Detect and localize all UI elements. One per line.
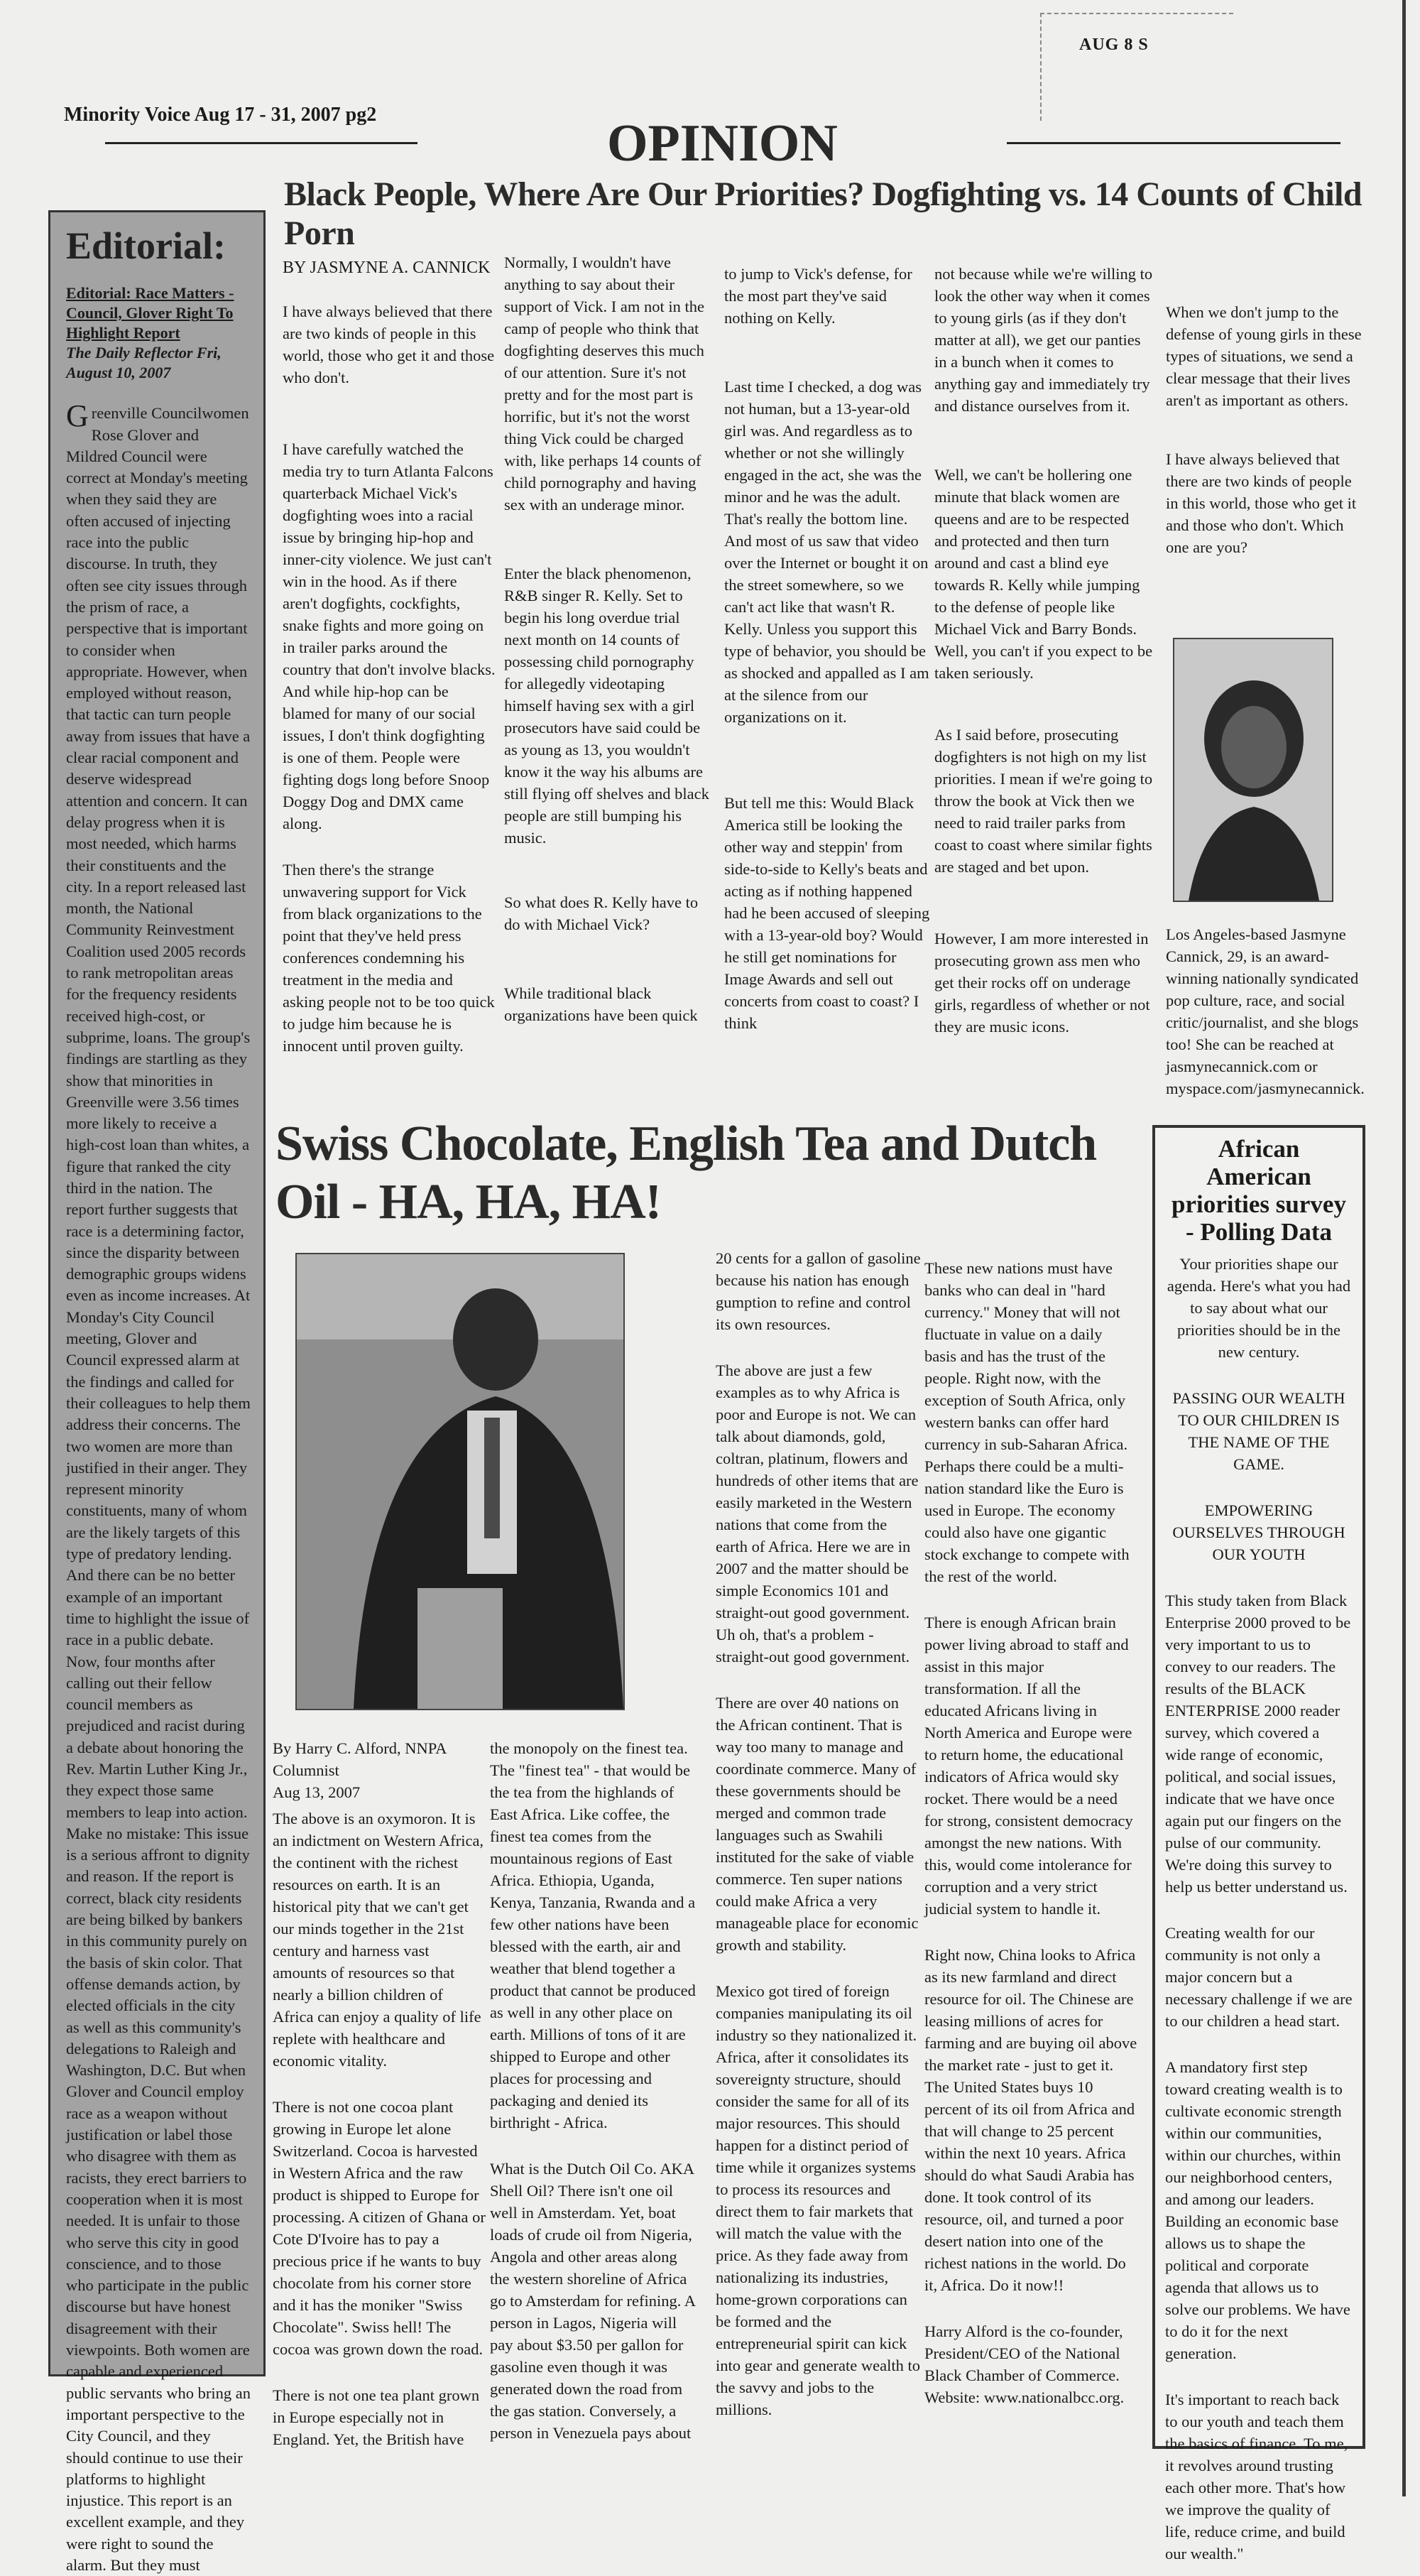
paragraph: But tell me this: Would Black America still be looking the other way and steppin' from side-to-side to Kelly's beats and acting as if nothing happened had he been accused of sleeping with a 13-year-old boy? Would he still get nominations for Image Awards and sell out concerts from coast to coast? I think	[724, 794, 930, 1032]
paragraph: There is enough African brain power living abroad to staff and assist in this major transformation. If all the educated Africans living in North America and Europe were to return home, the educational indicators of Africa would sky rocket. There would be a need for strong, consistent democracy amongst the new nations. With this, would come intolerance for corruption and a very strict judicial system to handle it.	[924, 1614, 1133, 1918]
dateline: Aug 13, 2007	[273, 1783, 361, 1801]
headline-line-2: Oil - HA, HA, HA!	[275, 1175, 661, 1229]
received-stamp-frame	[1040, 13, 1233, 121]
paragraph: Right now, China looks to Africa as its new farmland and direct resource for oil. The Chinese are leasing millions of acres for farming and are buying oil above the market rate - just to get it. The United States buys 10 percent of its oil from Africa and that will change to 25 percent within the next 10 years. Africa should do what Saudi Arabia has done. It took control of its resource, oil, and turned a poor desert nation into one of the richest nations in the world. Do it, Africa. Do it now!!	[924, 1946, 1137, 2294]
article2-column-3	[716, 1247, 922, 2445]
article2-headline	[275, 1115, 1127, 1232]
poll-intro: Your priorities shape our agenda. Here's what you had to say about what our priorities should be in the new century.	[1167, 1255, 1351, 1361]
article1-column-2	[504, 251, 710, 1050]
section-title: OPINION	[607, 114, 838, 173]
article1-column-1	[283, 257, 496, 1081]
editorial-sidebar	[48, 210, 266, 2574]
paragraph: While traditional black organizations have been quick	[504, 984, 698, 1024]
paragraph: the monopoly on the finest tea. The "finest tea" - that would be the tea from the highlands of East Africa. Like coffee, the finest tea comes from the mountainous regions of East Africa. Ethiopia, Uganda, Kenya, Tanzania, Rwanda and a few other nations have been blessed with the earth, air and weather that blend together a product that cannot be produced as well in any other place on earth. Millions of tons of it are shipped to Europe and other places for processing and packaging and denied its birthright - Africa.	[490, 1739, 696, 2131]
header-rule-right	[1007, 142, 1340, 144]
article2-column-2	[490, 1737, 696, 2468]
polling-data-box	[1152, 1125, 1365, 2563]
paragraph: Then there's the strange unwavering support for Vick from black organizations to the point that they've held press conferences condemning his treatment in the media and asking people not to be too quick to judge him because he is innocent until proven guilty.	[283, 861, 495, 1055]
paragraph: Creating wealth for our community is not only a major concern but a necessary challenge if we are to our children a head start.	[1165, 1924, 1353, 2030]
article2-column-1	[273, 1737, 486, 2474]
byline: BY JASMYNE A. CANNICK	[283, 259, 491, 277]
article1-column-4	[934, 263, 1154, 1062]
drop-cap: G	[66, 398, 89, 434]
headline-line-1: Swiss Chocolate, English Tea and Dutch	[275, 1116, 1097, 1171]
poll-heading-wealth: PASSING OUR WEALTH TO OUR CHILDREN IS THE NAME OF THE GAME.	[1172, 1389, 1345, 1473]
editorial-text: reenville Councilwomen Rose Glover and Mildred Council were correct at Monday's meeting when they said they are often accused of injecting race into the public discourse. In truth, they often see city issues through the prism of race, a perspective that is important to consider when appropriate. However, when employed without reason, that tactic can turn people away from issues that have a clear racial component and deserve widespread attention and concern. It can delay progress when it is most needed, which harms their constituents and the city. In a report released last month, the National Community Reinvestment Coalition used 2005 records to rank metropolitan areas for the frequency residents received high-cost, or subprime, loans. The group's findings are startling as they show that minorities in Greenville were 3.56 times more likely to receive a high-cost loan than whites, a figure that ranked the city third in the nation. The report further suggests that race is a determining factor, since the disparity between demographic groups widens even as income increases. At Monday's City Council meeting, Glover and Council expressed alarm at the findings and called for their colleagues to help them address their concerns. The two women are more than justified in their anger. They represent minority constituents, many of whom are the likely targets of this type of predatory lending. And there can be no better example of an important time to highlight the issue of race in a public debate. Now, four months after calling out their fellow council members as prejudiced and racist during a debate about honoring the Rev. Martin Luther King Jr., they expect those same members to leap into action. Make no mistake: This issue is a serious affront to dignity and reason. If the report is correct, black city residents are being bilked by bankers in this community purely on the basis of skin color. That offense demands action, by elected officials in the city as well as this community's delegations to Raleigh and Washington, D.C. But when Glover and Council employ race as a weapon without justification or label those who disagree with them as racists, they erect barriers to cooperation when it is most needed. It is unfair to those who serve this city in good conscience, and to those who participate in the public discourse but have honest disagreement with their viewpoints. Both women are capable and experienced public servants who bring an important perspective to the City Council, and they should continue to use their platforms to highlight injustice. This report is an excellent example, and they were right to sound the alarm. But they must	[66, 404, 251, 2574]
paragraph: Well, we can't be hollering one minute that black women are queens and are to be respected and protected and then turn around and cast a blind eye towards R. Kelly while jumping to the defense of people like Michael Vick and Barry Bonds. Well, you can't if you expect to be taken seriously.	[934, 466, 1153, 682]
article1-column-3	[724, 263, 930, 1058]
paragraph: There are over 40 nations on the African continent. That is way too many to manage and coordinate commerce. Many of these governments should be merged and common trade languages such as Swahili instituted for the sake of viable commerce. Ten super nations could make Africa a very manageable place for economic growth and stability.	[716, 1694, 919, 1954]
paragraph: This study taken from Black Enterprise 2000 proved to be very important to us to convey to our readers. The results of the BLACK ENTERPRISE 2000 reader survey, which covered a wide range of economic, political, and social issues, indicate that we have once again put our fingers on the pulse of our community. We're doing this survey to help us better understand us.	[1165, 1592, 1351, 1896]
article2-column-4	[924, 1257, 1137, 2433]
byline: By Harry C. Alford, NNPA Columnist	[273, 1739, 447, 1779]
poll-title: African American priorities survey - Polling Data	[1172, 1135, 1346, 1246]
paragraph: Normally, I wouldn't have anything to say about their support of Vick. I am not in the camp of people who think that dogfighting deserves this much of our attention. Sure it's not pretty and for the most part is horrific, but it's not the worst thing Vick could be charged with, like perhaps 14 counts of child pornography and having sex with an underage minor.	[504, 254, 704, 513]
paragraph: As I said before, prosecuting dogfighters is not high on my list priorities. I mean if we're going to throw the book at Vick then we need to raid trailer parks from coast to coast where similar fights are staged and bet upon.	[934, 726, 1153, 876]
newspaper-folio: Minority Voice Aug 17 - 31, 2007 pg2	[64, 104, 377, 126]
editorial-body	[66, 398, 251, 2576]
columnist-photo	[295, 1253, 625, 1710]
paragraph: What is the Dutch Oil Co. AKA Shell Oil? There isn't one oil well in Amsterdam. Yet, boat loads of crude oil from Nigeria, Angola and other areas along the western shoreline of Africa go to Amsterdam for refining. A person in Lagos, Nigeria will pay about $3.50 per gallon for gasoline even though it was generated down the road from the gas station. Conversely, a person in Venezuela pays about	[490, 2160, 695, 2442]
paragraph: The above are just a few examples as to why Africa is poor and Europe is not. We can talk about diamonds, gold, coltran, platinum, flowers and hundreds of other items that are easily marketed in the Western nations that come from the earth of Africa. Here we are in 2007 and the matter should be simple Economics 101 and straight-out good government. Uh oh, that's a problem - straight-out good government.	[716, 1362, 919, 1665]
paragraph: When we don't jump to the defense of young girls in these types of situations, we send a clear message that their lives aren't as important as others.	[1166, 303, 1362, 409]
author-photo	[1173, 638, 1333, 902]
paragraph: So what does R. Kelly have to do with Michael Vick?	[504, 893, 699, 933]
paragraph: Harry Alford is the co-founder, President/CEO of the National Black Chamber of Commerce. Website: www.nationalbcc.org.	[924, 2322, 1125, 2406]
paragraph: However, I am more interested in prosecuting grown ass men who get their rocks off on underage girls, regardless of whether or not they are music icons.	[934, 930, 1150, 1036]
editorial-kicker: Editorial: Race Matters - Council, Glover Right To Highlight Report	[66, 284, 234, 342]
paragraph: The above is an oxymoron. It is an indictment on Western Africa, the continent with the richest resources on earth. It is an historical pity that we can't get our minds together in the 21st century and harness vast amounts of resources so that nearly a billion children of Africa can enjoy a quality of life replete with healthcare and economic vitality.	[273, 1810, 484, 2070]
paragraph: Mexico got tired of foreign companies manipulating its oil industry so they nationalized it. Africa, after it consolidates its sovereignty structure, should consider the same for all of its major resources. This should happen for a distinct period of time while it organizes systems to process its resources and direct them to fair markets that will match the value with the price. As they fade away from nationalizing its industries, home-grown corporations can be formed and the entrepreneurial spirit can kick into gear and generate wealth to the savvy and jobs to the millions.	[716, 1982, 920, 2418]
columnist-illustration	[297, 1254, 623, 1709]
received-stamp: AUG 8 S	[1079, 36, 1149, 54]
article-headline: Black People, Where Are Our Priorities? Dogfighting vs. 14 Counts of Child Porn	[284, 175, 1362, 252]
paragraph: A mandatory first step toward creating wealth is to cultivate economic strength within our communities, within our churches, within our neighborhood centers, and among our leaders. Building an economic base allows us to shape the political and corporate agenda that allows us to solve our problems. We have to do it for the next generation.	[1165, 2058, 1350, 2362]
poll-heading-youth: EMPOWERING OURSELVES THROUGH OUR YOUTH	[1172, 1501, 1345, 1563]
paragraph: It's important to reach back to our youth and teach them the basics of finance. To me, it revolves around trusting each other more. That's how we improve the quality of life, reduce crime, and build our wealth."	[1165, 2391, 1348, 2563]
portrait-illustration	[1174, 639, 1332, 901]
paragraph: These new nations must have banks who can deal in "hard currency." Money that will not fluctuate in value on a daily basis and has the trust of the people. Right now, with the exception of South Africa, only western banks can offer hard currency in sub-Saharan Africa. Perhaps there could be a multi-nation standard like the Euro is used in Europe. The economy could also have one gigantic stock exchange to compete with the rest of the world.	[924, 1259, 1130, 1585]
article1-column-5	[1166, 301, 1365, 582]
page-edge	[1402, 0, 1406, 2496]
paragraph: 20 cents for a gallon of gasoline because his nation has enough gumption to refine and control its own resources.	[716, 1249, 921, 1333]
paragraph: There is not one tea plant grown in Europe especially not in England. Yet, the British have	[273, 2386, 480, 2448]
paragraph: Last time I checked, a dog was not human, but a 13-year-old girl was. And regardless as to whether or not she willingly engaged in the act, she was the minor and he was the adult. That's really the bottom line. And most of us saw that video over the Internet or bought it on the street somewhere, so we can't act like that wasn't R. Kelly. Unless you support this type of behavior, you should be as shocked and appalled as I am at the silence from our organizations on it.	[724, 378, 929, 726]
paragraph: I have carefully watched the media try to turn Atlanta Falcons quarterback Michael Vick's dogfighting woes into a racial issue by bringing hip-hop and inner-city violence. We just can't win in the hood. As if there aren't dogfights, cockfights, snake fights and more going on in trailer parks around the country that don't involve blacks. And while hip-hop can be blamed for many of our social issues, I don't think dogfighting is one of them. People were fighting dogs long before Snoop Doggy Dog and DMX came along.	[283, 440, 496, 832]
paragraph: I have always believed that there are two kinds of people in this world, those who get it and those who don't. Which one are you?	[1166, 450, 1357, 556]
editorial-title: Editorial:	[66, 224, 226, 267]
author-bio: Los Angeles-based Jasmyne Cannick, 29, is an award-winning nationally syndicated pop culture, race, and social critic/journalist, and she blogs too! She can be reached at jasmynecannick.com or myspace.com/jasmynecannick.	[1166, 925, 1365, 1097]
header-rule-left	[105, 142, 417, 144]
paragraph: I have always believed that there are two kinds of people in this world, those who get it and those who don't.	[283, 303, 495, 386]
editorial-source: The Daily Reflector Fri, August 10, 2007	[66, 344, 222, 382]
paragraph: There is not one cocoa plant growing in Europe let alone Switzerland. Cocoa is harvested in Western Africa and the raw product is shipped to Europe for processing. A citizen of Ghana or Cote D'Ivoire has to pay a precious price if he wants to buy chocolate from his corner store and it has the moniker "Swiss Chocolate". Swiss hell! The cocoa was grown down the road.	[273, 2098, 486, 2358]
paragraph: to jump to Vick's defense, for the most part they've said nothing on Kelly.	[724, 265, 912, 327]
paragraph: not because while we're willing to look the other way when it comes to young girls (as if they don't matter at all), we get our panties in a bunch when it comes to anything gay and immediately try and distance ourselves from it.	[934, 265, 1153, 415]
paragraph: Enter the black phenomenon, R&B singer R. Kelly. Set to begin his long overdue trial next month on 14 counts of possessing child pornography for allegedly videotaping himself having sex with a girl prosecutors have said could be as young as 13, you wouldn't know it the way his albums are still flying off shelves and black people are still bumping his music.	[504, 565, 709, 847]
